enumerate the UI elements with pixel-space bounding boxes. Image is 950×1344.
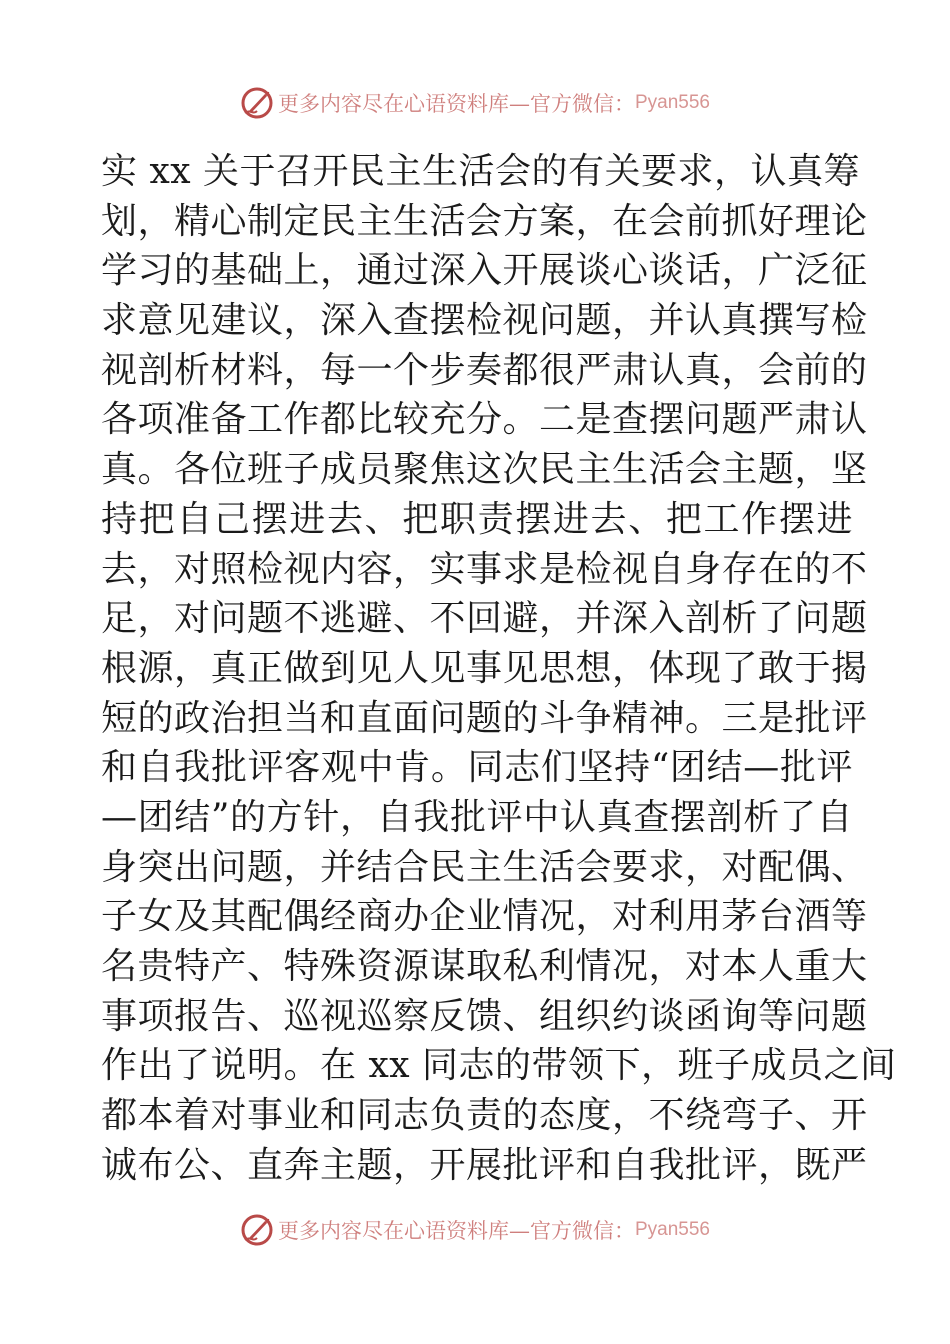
text-line: 真。各位班子成员聚焦这次民主生活会主题，坚 bbox=[101, 449, 868, 491]
text-line: 足，对问题不逃避、不回避，并深入剖析了问题 bbox=[101, 598, 868, 640]
text-line: 根源，真正做到见人见事见思想，体现了敢于揭 bbox=[101, 647, 868, 689]
header-banner-text: 更多内容尽在心语资料库—官方微信： bbox=[277, 92, 635, 116]
header-banner bbox=[0, 83, 950, 123]
text-line: 事项报告、巡视巡察反馈、组织约谈函询等问题 bbox=[101, 995, 868, 1037]
text-line: 实 xx 关于召开民主生活会的有关要求，认真筹 bbox=[101, 151, 860, 192]
quill-logo-icon bbox=[240, 86, 274, 120]
text-line: 视剖析材料，每一个步奏都很严肃认真，会前的 bbox=[101, 349, 868, 391]
text-line: 各项准备工作都比较充分。二是查摆问题严肃认 bbox=[101, 399, 868, 441]
text-line: 名贵特产、特殊资源谋取私利情况，对本人重大 bbox=[101, 946, 868, 987]
text-line: 子女及其配偶经商办企业情况，对利用茅台酒等 bbox=[101, 896, 868, 938]
text-line: 短的政治担当和直面问题的斗争精神。三是批评 bbox=[101, 697, 868, 739]
text-line: —团结”的方针，自我批评中认真查摆剖析了自 bbox=[101, 796, 853, 838]
text-line: 求意见建议，深入查摆检视问题，并认真撰写检 bbox=[101, 300, 868, 342]
footer-banner-text: 更多内容尽在心语资料库—官方微信： bbox=[277, 1219, 635, 1243]
quill-logo-icon bbox=[240, 1213, 274, 1247]
footer-banner bbox=[0, 1210, 950, 1250]
text-line: 作出了说明。在 xx 同志的带领下，班子成员之间 bbox=[101, 1045, 897, 1087]
footer-wechat-id: Pyan556 bbox=[634, 1219, 710, 1240]
text-line: 划，精心制定民主生活会方案，在会前抓好理论 bbox=[101, 200, 868, 242]
text-line: 都本着对事业和同志负责的态度，不绕弯子、开 bbox=[101, 1095, 868, 1137]
text-line: 去，对照检视内容，实事求是检视自身存在的不 bbox=[101, 548, 868, 590]
body-text bbox=[101, 147, 897, 1190]
text-line: 持把自己摆进去、把职责摆进去、把工作摆进 bbox=[101, 498, 853, 540]
text-line: 和自我批评客观中肯。同志们坚持“团结—批评 bbox=[101, 747, 853, 789]
header-wechat-id: Pyan556 bbox=[634, 92, 710, 113]
text-line: 诚布公、直奔主题，开展批评和自我批评，既严 bbox=[101, 1144, 868, 1186]
text-line: 身突出问题，并结合民主生活会要求，对配偶、 bbox=[101, 846, 868, 888]
text-line: 学习的基础上，通过深入开展谈心谈话，广泛征 bbox=[101, 250, 868, 292]
